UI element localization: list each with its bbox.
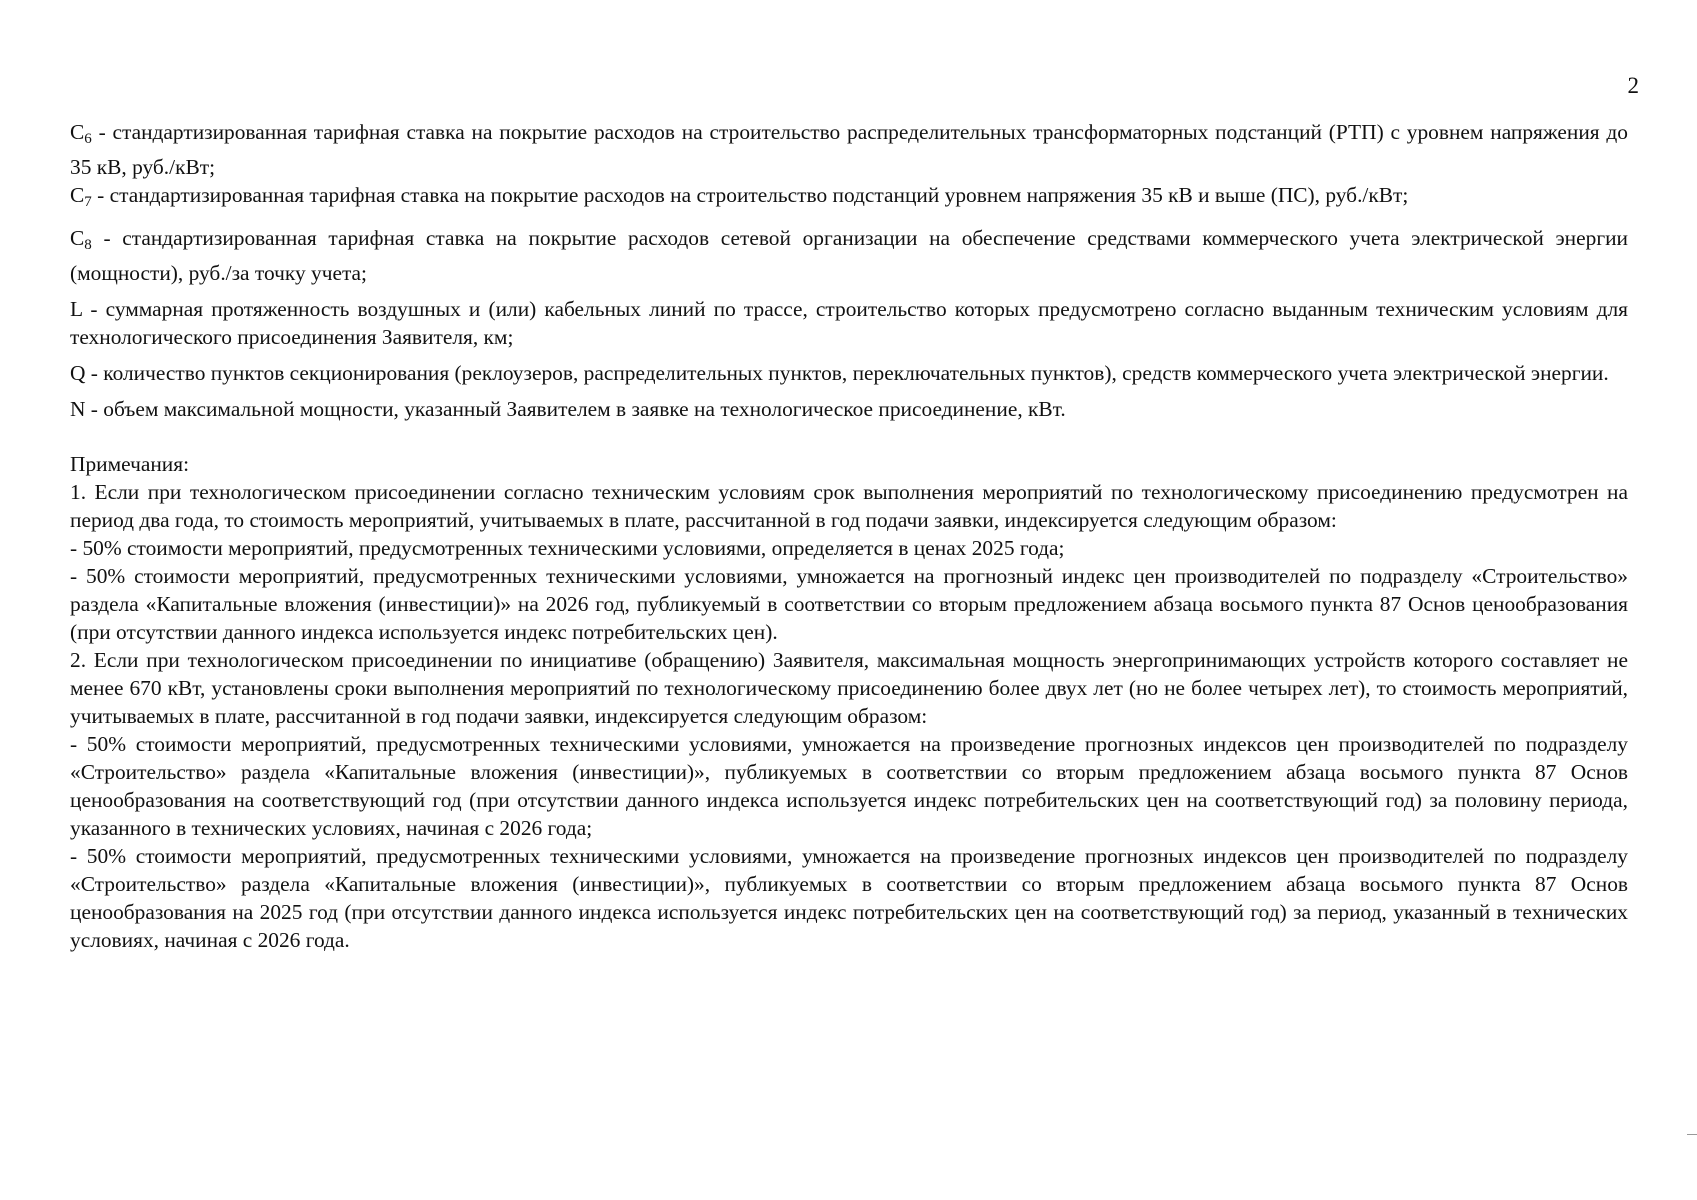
definition-l: L - суммарная протяженность воздушных и (или) кабельных линий по трассе, строительство которых предусмотрено согласно выданным техническим условиям для технологического присоединения Заявителя, км; [70,297,1628,349]
definition-c8 [70,224,1628,287]
note-1-item: - 50% стоимости мероприятий, предусмотренных техническими условиями, умножается на прогнозный индекс цен производителей по подразделу «Строительство» раздела «Капитальные вложения (инвестиции)» на 2026 год, публикуемый в соответствии со вторым предложением абзаца восьмого пункта 87 Основ ценообразования (при отсутствии данного индекса используется индекс потребительских цен). [70,564,1628,644]
notes-heading: Примечания: [70,452,190,476]
page-number: 2 [1627,73,1639,98]
definition-symbol: C [70,183,85,207]
definition-subscript: 7 [84,194,92,210]
scan-edge-mark [1687,1134,1697,1135]
definition-c7 [70,181,1628,216]
definition-symbol: C [70,226,85,250]
note-2-item: - 50% стоимости мероприятий, предусмотренных техническими условиями, умножается на произведение прогнозных индексов цен производителей по подразделу «Строительство» раздела «Капитальные вложения (инвестиции)», публикуемых в соответствии со вторым предложением абзаца восьмого пункта 87 Основ ценообразования на 2025 год (при отсутствии данного индекса используется индекс потребительских цен на соответствующий год) за период, указанный в технических условиях, начиная с 2026 года. [70,844,1628,952]
note-2-item: - 50% стоимости мероприятий, предусмотренных техническими условиями, умножается на произведение прогнозных индексов цен производителей по подразделу «Строительство» раздела «Капитальные вложения (инвестиции)», публикуемых в соответствии со вторым предложением абзаца восьмого пункта 87 Основ ценообразования на соответствующий год (при отсутствии данного индекса используется индекс потребительских цен на соответствующий год) за половину периода, указанного в технических условиях, начиная с 2026 года; [70,732,1628,840]
note-1: 1. Если при технологическом присоединении согласно техническим условиям срок выполнения мероприятий по технологическому присоединению предусмотрен на период два года, то стоимость мероприятий, учитываемых в плате, рассчитанной в год подачи заявки, индексируется следующим образом: [70,480,1628,532]
definition-text: - стандартизированная тарифная ставка на покрытие расходов на строительство распределительных трансформаторных подстанций (РТП) с уровнем напряжения до 35 кВ, руб./кВт; [70,120,1628,179]
definition-subscript: 6 [84,131,92,147]
note-2: 2. Если при технологическом присоединении по инициативе (обращению) Заявителя, максимальная мощность энергопринимающих устройств которого составляет не менее 670 кВт, установлены сроки выполнения мероприятий по технологическому присоединению более двух лет (но не более четырех лет), то стоимость мероприятий, учитываемых в плате, рассчитанной в год подачи заявки, индексируется следующим образом: [70,648,1628,728]
definition-subscript: 8 [84,237,92,253]
document-body [70,118,1628,954]
definition-q: Q - количество пунктов секционирования (реклоузеров, распределительных пунктов, переключательных пунктов), средств коммерческого учета электрической энергии. [70,361,1609,385]
note-1-item: - 50% стоимости мероприятий, предусмотренных техническими условиями, определяется в ценах 2025 года; [70,536,1065,560]
definition-text: - стандартизированная тарифная ставка на покрытие расходов на строительство подстанций уровнем напряжения 35 кВ и выше (ПС), руб./кВт; [91,183,1409,207]
definition-symbol: C [70,120,85,144]
definition-text: - стандартизированная тарифная ставка на покрытие расходов сетевой организации на обеспечение средствами коммерческого учета электрической энергии (мощности), руб./за точку учета; [70,226,1628,285]
definition-n: N - объем максимальной мощности, указанный Заявителем в заявке на технологическое присоединение, кВт. [70,397,1066,421]
definition-c6 [70,118,1628,181]
